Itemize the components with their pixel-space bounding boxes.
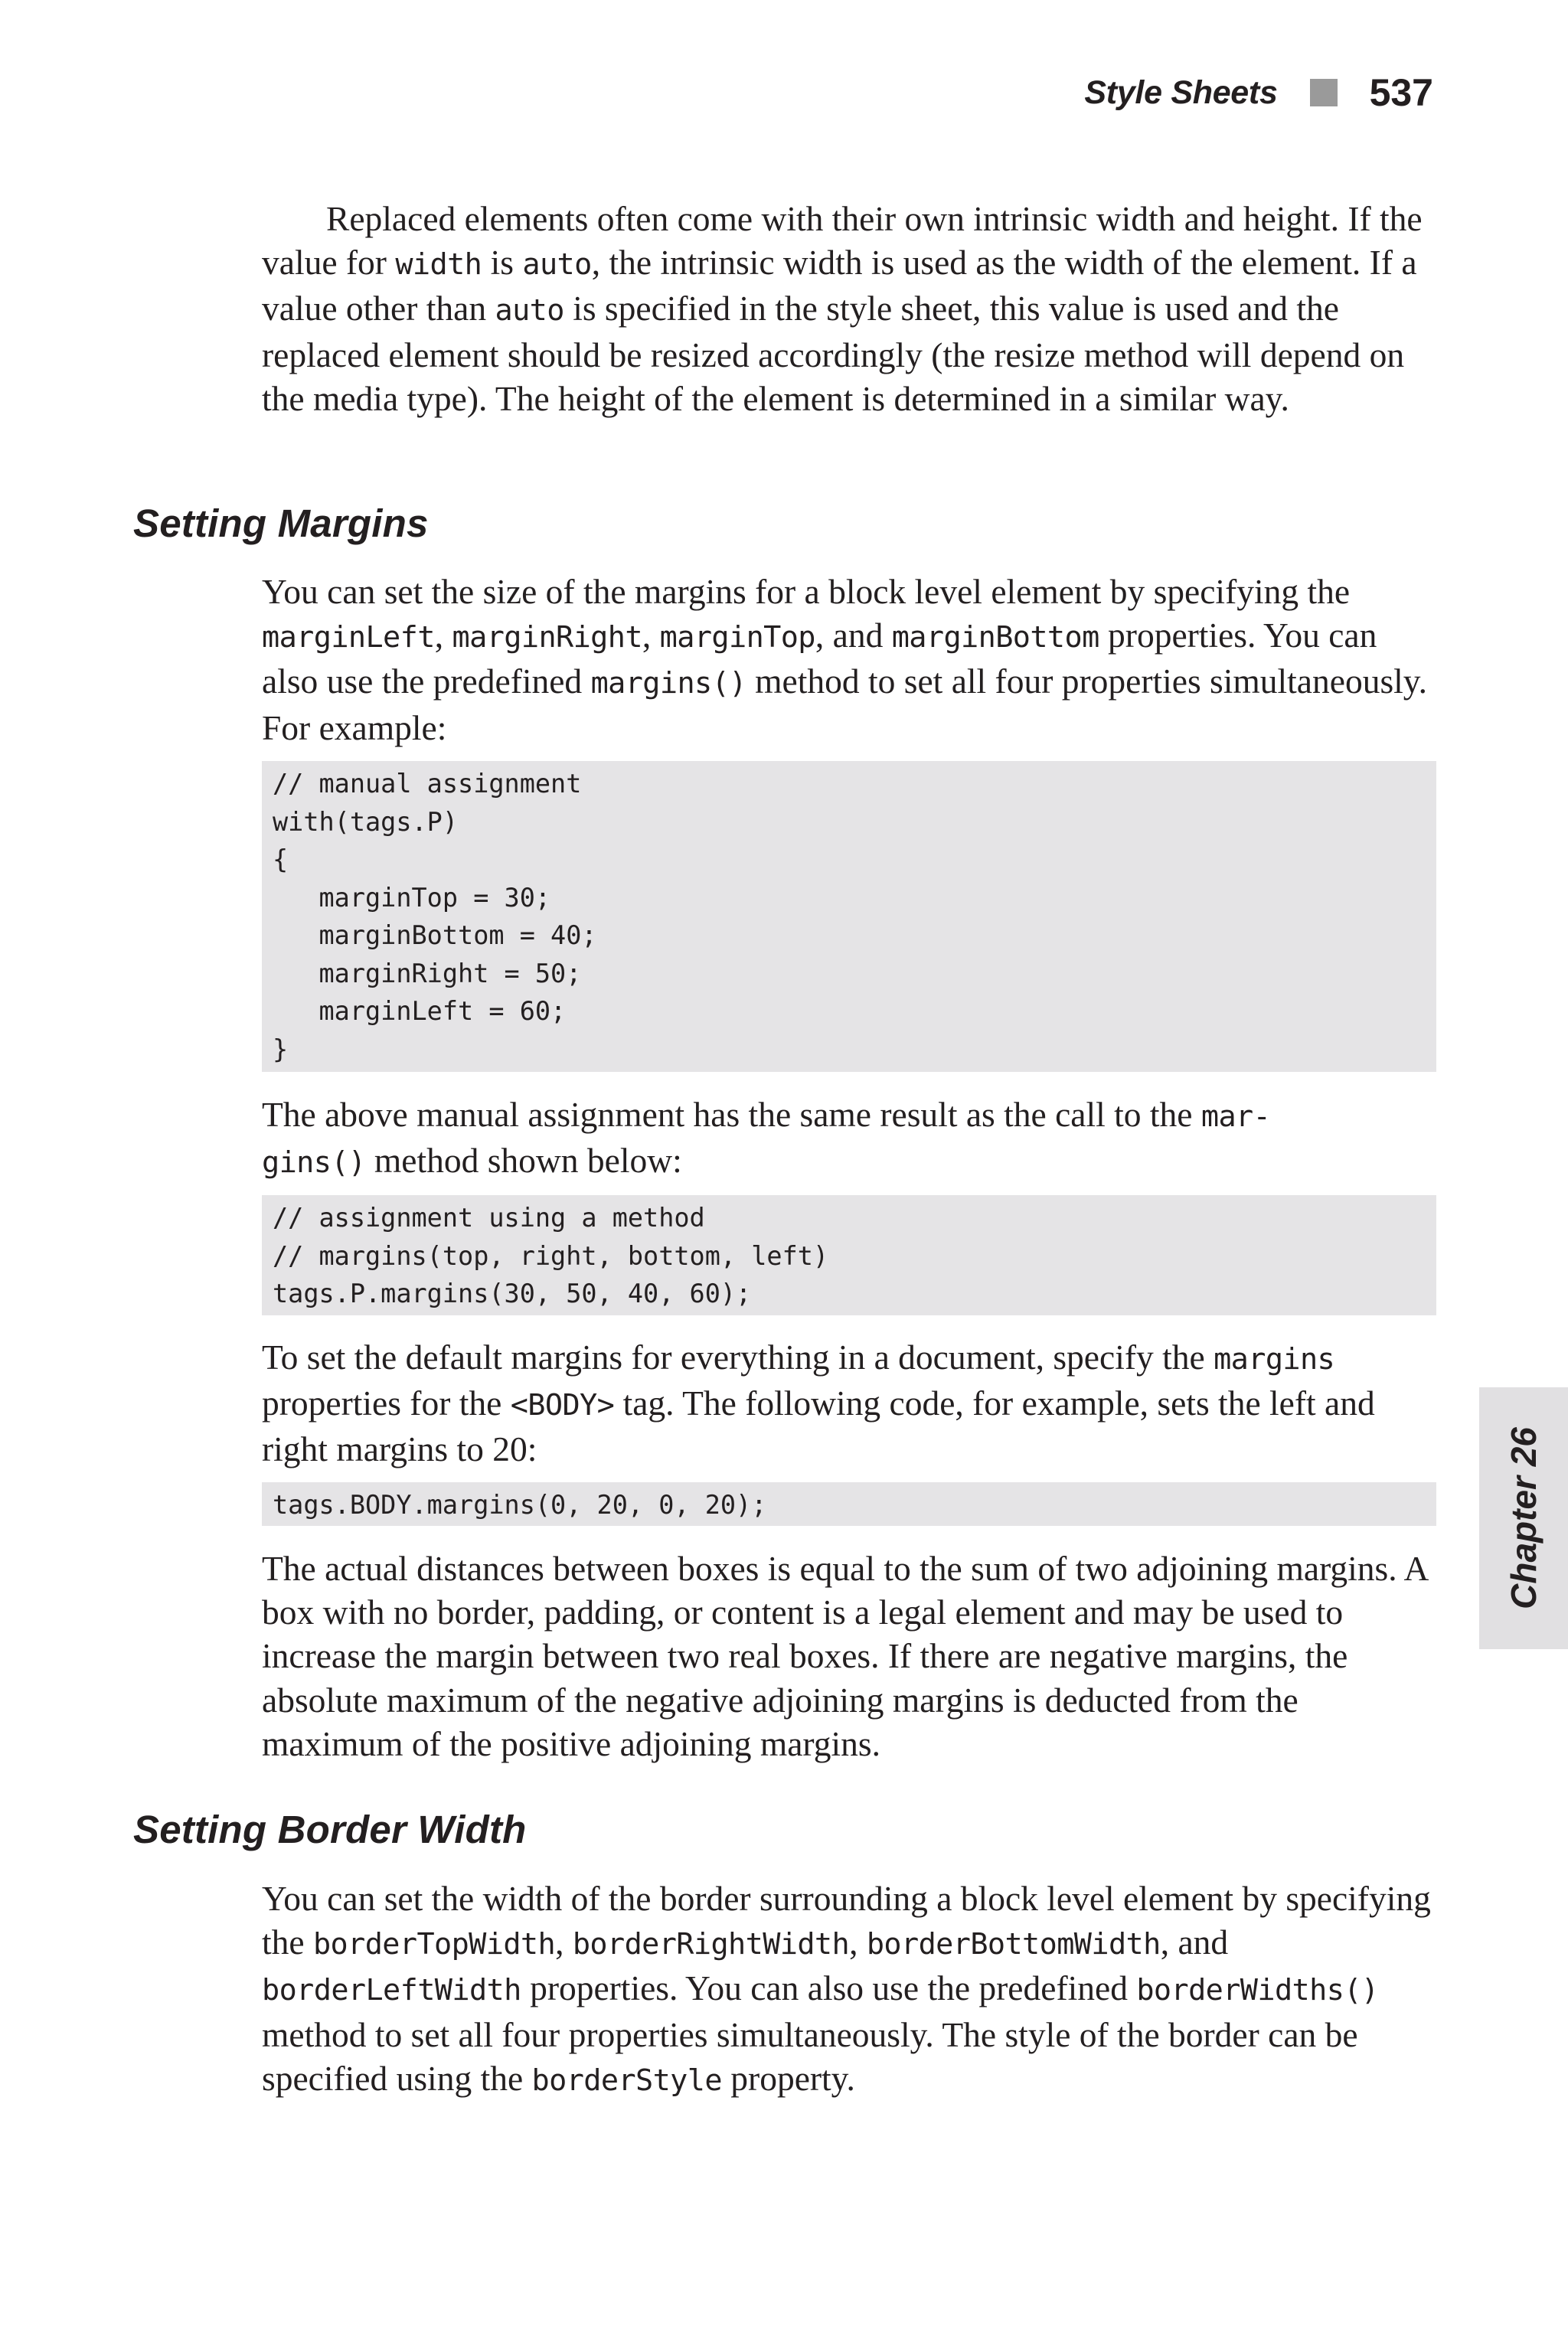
inline-code: marginBottom xyxy=(891,620,1099,655)
inline-code: gins() xyxy=(262,1145,366,1181)
running-title: Style Sheets xyxy=(1084,74,1278,111)
text-run: , xyxy=(642,616,660,655)
code-line: tags.BODY.margins(0, 20, 0, 20); xyxy=(273,1490,767,1520)
margins-paragraph-3-text xyxy=(262,1335,1441,1472)
code-block-manual-assignment xyxy=(262,761,1436,1072)
code-line: marginTop = 30; xyxy=(273,882,551,913)
border-paragraph-1-text xyxy=(262,1877,1441,2102)
inline-code: mar- xyxy=(1200,1099,1271,1134)
text-run: , xyxy=(434,616,452,655)
text-run: To set the default margins for everything in a document, specify the xyxy=(262,1338,1214,1377)
margins-paragraph-4-text: The actual distances between boxes is equal to the sum of two adjoining margins. A box with no border, padding, or content is a legal element and may be used to increase the margin between two real boxes. If there are negative margins, the absolute maximum of the negative adjoining margins is deducted from the maximum of the positive adjoining margins. xyxy=(262,1549,1427,1763)
section-heading-border-width: Setting Border Width xyxy=(133,1808,527,1851)
inline-code: borderWidths() xyxy=(1136,1973,1379,2008)
text-run: properties for the xyxy=(262,1383,511,1423)
inline-code: borderRightWidth xyxy=(572,1927,850,1962)
chapter-tab-label: Chapter 26 xyxy=(1504,1427,1544,1609)
section-heading-margins: Setting Margins xyxy=(133,501,429,545)
header-square-ornament xyxy=(1310,79,1338,106)
text-run: The above manual assignment has the same result as the call to the xyxy=(262,1095,1201,1134)
code-line: tags.P.margins(30, 50, 40, 60); xyxy=(273,1279,752,1308)
inline-code: borderStyle xyxy=(531,2063,722,2098)
text-run: method to set all four properties simultaneously. The style of the border can be specified using the xyxy=(262,2014,1358,2098)
text-run: Replaced elements often come with their own intrinsic width and height. If the value for xyxy=(262,199,1423,283)
text-run: property. xyxy=(721,2058,855,2098)
inline-code: margins() xyxy=(590,666,746,701)
margins-paragraph-1 xyxy=(262,570,1441,750)
text-run: , the intrinsic width is used as the width of the element. If a value other than xyxy=(262,243,1417,328)
code-line: // manual assignment xyxy=(273,769,582,799)
code-line: { xyxy=(273,844,289,874)
text-run: method shown below: xyxy=(365,1141,682,1181)
text-run: is specified in the style sheet, this value is used and the replaced element should be resized accordingly (the resize method will depend on the media type). The height of the element is determined in a similar way. xyxy=(262,289,1405,418)
running-header xyxy=(1084,66,1433,119)
code-block-body-margins xyxy=(262,1482,1436,1526)
text-run: method to set all four properties simultaneously. For example: xyxy=(262,662,1427,747)
inline-code: auto xyxy=(495,293,564,328)
text-run: , xyxy=(849,1922,867,1962)
code-block-method-assignment xyxy=(262,1195,1436,1315)
inline-code: marginLeft xyxy=(262,620,435,655)
border-paragraph-1 xyxy=(262,1877,1441,2102)
intro-paragraph-text xyxy=(262,197,1441,420)
inline-code: borderBottomWidth xyxy=(866,1927,1161,1962)
inline-code: borderTopWidth xyxy=(312,1927,556,1962)
text-run: You can set the size of the margins for a block level element by specifying the xyxy=(262,572,1351,611)
inline-code: marginRight xyxy=(452,620,642,655)
margins-paragraph-1-text xyxy=(262,570,1441,750)
text-run: tag. The following code, for example, sets the left and right margins to 20: xyxy=(262,1383,1375,1469)
text-run: is xyxy=(482,243,523,283)
margins-paragraph-3 xyxy=(262,1335,1441,1472)
text-run: , and xyxy=(1160,1922,1229,1962)
text-run: , and xyxy=(815,616,892,655)
margins-paragraph-2 xyxy=(262,1093,1441,1184)
inline-code: margins xyxy=(1214,1342,1335,1377)
code-line: } xyxy=(273,1034,289,1064)
text-run: properties. You can also use the predefined xyxy=(262,616,1377,701)
code-line: marginLeft = 60; xyxy=(273,996,567,1026)
inline-code: <BODY> xyxy=(510,1388,615,1423)
page-number: 537 xyxy=(1369,71,1433,114)
margins-paragraph-4 xyxy=(262,1547,1441,1766)
intro-paragraph xyxy=(262,197,1441,420)
margins-paragraph-2-text xyxy=(262,1093,1441,1184)
inline-code: borderLeftWidth xyxy=(262,1973,521,2008)
code-line: // assignment using a method xyxy=(273,1203,705,1233)
chapter-tab xyxy=(1479,1387,1568,1649)
inline-code: auto xyxy=(522,247,592,283)
inline-code: marginTop xyxy=(659,620,815,655)
code-line: marginBottom = 40; xyxy=(273,920,597,950)
code-line: marginRight = 50; xyxy=(273,958,582,988)
inline-code: width xyxy=(395,247,482,283)
code-line: with(tags.P) xyxy=(273,806,459,837)
text-run: properties. You can also use the predefined xyxy=(521,1968,1137,2008)
text-run: You can set the width of the border surrounding a block level element by specifying the xyxy=(262,1879,1431,1962)
code-line: // margins(top, right, bottom, left) xyxy=(273,1240,829,1271)
text-run: , xyxy=(555,1922,573,1962)
